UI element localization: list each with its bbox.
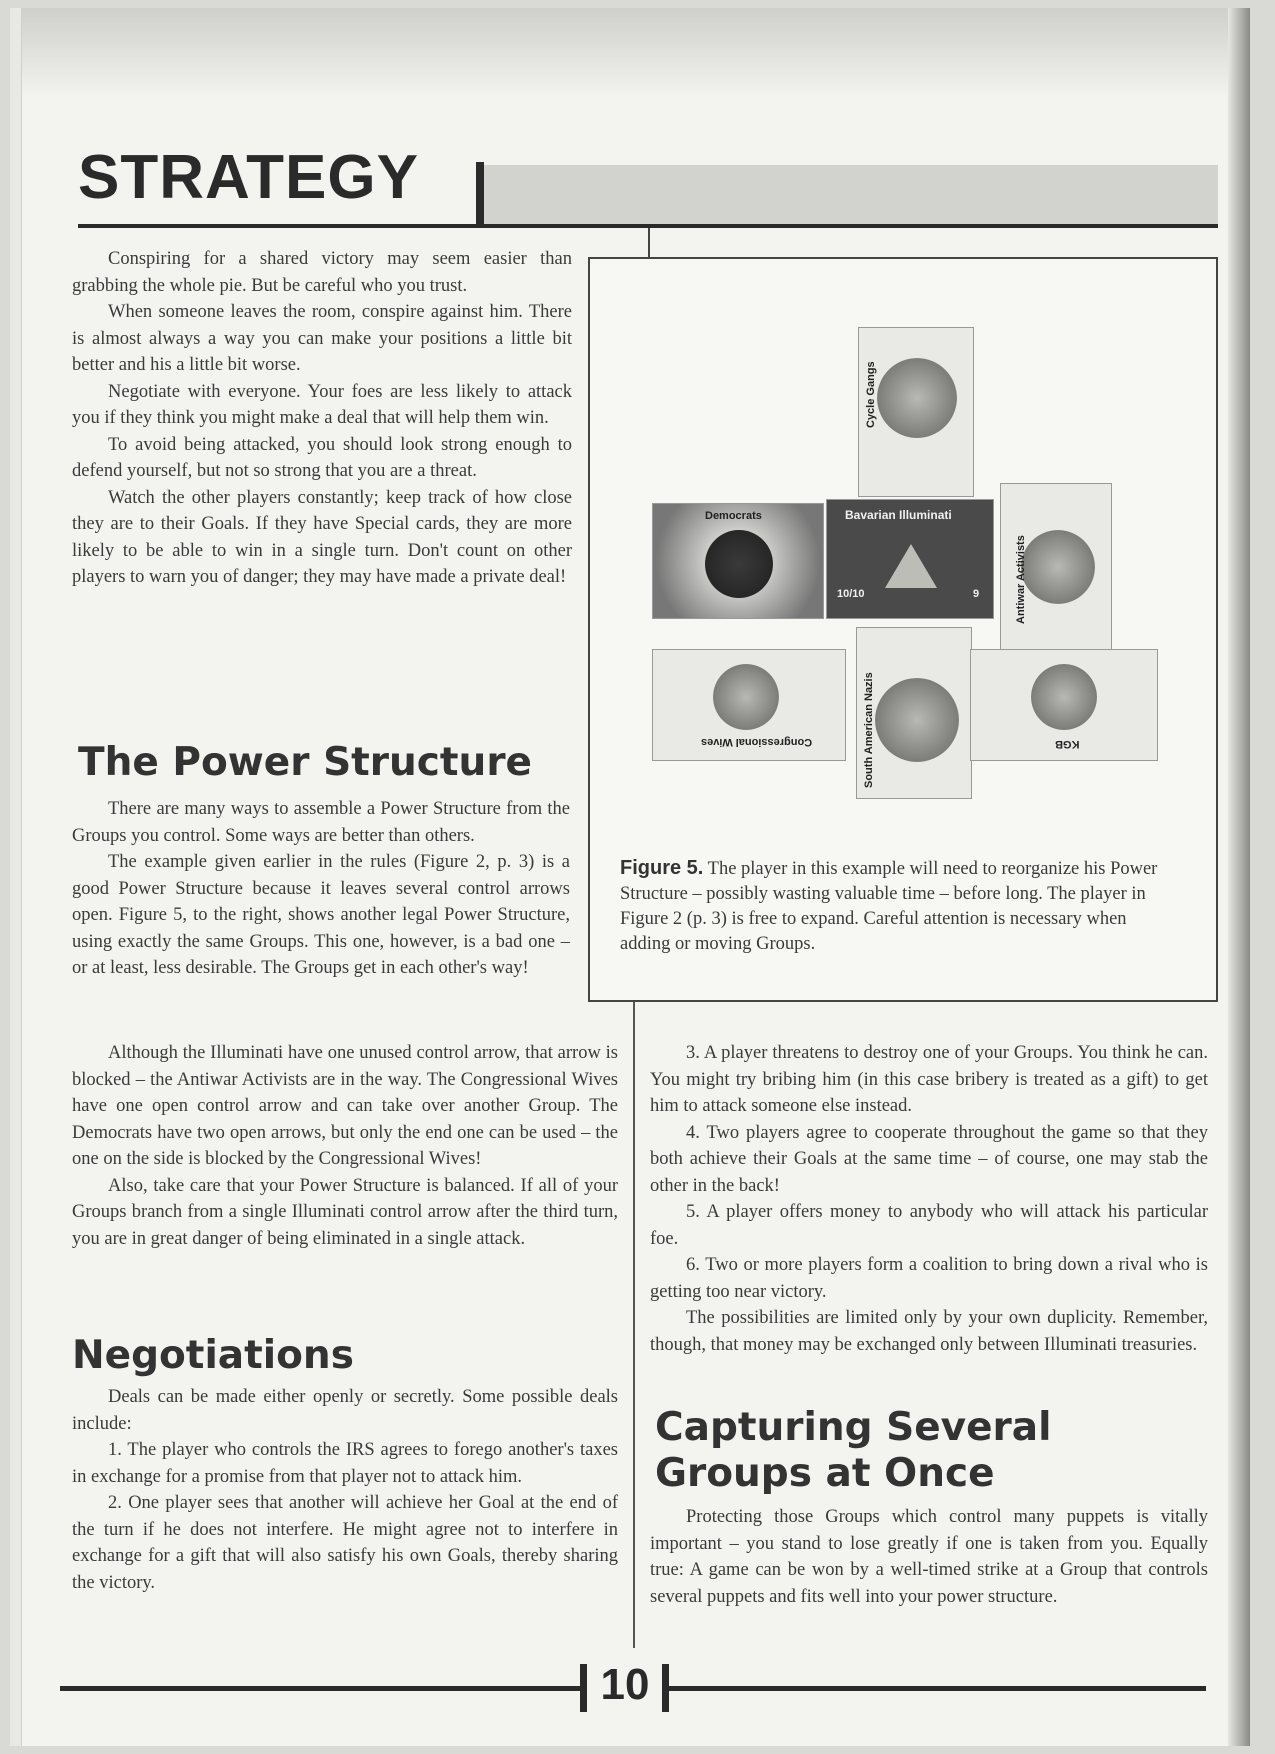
negotiations-heading: Negotiations	[72, 1333, 354, 1378]
power-structure-wide-column	[72, 1040, 618, 1252]
negotiations-paragraph: Deals can be made either openly or secretly. Some possible deals include:	[72, 1387, 618, 1434]
figure-label: Figure 5.	[620, 857, 704, 879]
scan-shadow-top	[10, 8, 1250, 98]
card-name: Cycle Gangs	[865, 361, 877, 428]
card-art	[1021, 530, 1095, 604]
title-bar	[476, 162, 484, 228]
card-kgb	[970, 649, 1158, 761]
card-democrats	[652, 503, 824, 619]
right-column	[650, 1040, 1208, 1358]
negotiations-column	[72, 1384, 618, 1596]
intro-paragraph: Negotiate with everyone. Your foes are less likely to attack you if they think you might make a deal that will help them win.	[72, 381, 572, 428]
intro-paragraph: Conspiring for a shared victory may seem easier than grabbing the whole pie. But be careful who you trust.	[72, 249, 572, 296]
page-edge-left	[10, 8, 22, 1746]
power-structure-paragraph: There are many ways to assemble a Power Structure from the Groups you control. Some ways are better than others.	[72, 799, 570, 846]
title-band	[480, 165, 1218, 225]
capturing-heading: Capturing Several Groups at Once	[655, 1405, 1052, 1496]
card-art	[1031, 664, 1097, 730]
footer-rule-left	[60, 1686, 580, 1691]
column-divider	[633, 1002, 635, 1648]
footer-bar-left	[580, 1664, 587, 1712]
intro-paragraph: When someone leaves the room, conspire against him. There is almost always a way you can make your positions a little bit better and his a little bit worse.	[72, 302, 572, 375]
power-structure-paragraph: Although the Illuminati have one unused control arrow, that arrow is blocked – the Antiwar Activists are in the way. The Congressional Wives have one open control arrow and can take over another Group. The Democrats have two open arrows, but only the end one can be used – the one on the side is blocked by the Congressional Wives!	[72, 1043, 618, 1169]
card-name: Democrats	[705, 510, 762, 522]
capturing-column	[650, 1504, 1208, 1610]
card-name: KGB	[1055, 738, 1080, 750]
card-income: 9	[973, 588, 980, 600]
negotiations-paragraph: 2. One player sees that another will achieve her Goal at the end of the turn if he does not interfere. He might agree not to interfere in exchange for a gift that will also satisfy his own Goals, thereby sharing the victory.	[72, 1493, 618, 1593]
capturing-paragraph: Protecting those Groups which control many puppets is vitally important – you stand to lose greatly if one is taken from you. Equally true: A game can be won by a well-timed strike at a Group that controls several puppets and fits well into your power structure.	[650, 1507, 1208, 1607]
card-art	[875, 678, 959, 762]
deal-paragraph: 3. A player threatens to destroy one of your Groups. You think he can. You might try bribing him (in this case bribery is treated as a gift) to get him to attack someone else instead.	[650, 1043, 1208, 1116]
page-number: 10	[600, 1660, 650, 1709]
card-name: Antiwar Activists	[1015, 535, 1027, 624]
figure-caption-text: The player in this example will need to reorganize his Power Structure – possibly wasting valuable time – before long. The player in Figure 2 (p. 3) is free to expand. Careful attention is necessary when adding or moving Groups.	[620, 859, 1158, 954]
power-structure-heading: The Power Structure	[78, 740, 533, 785]
deal-paragraph: 6. Two or more players form a coalition to bring down a rival who is getting too near victory.	[650, 1255, 1208, 1302]
card-art	[877, 358, 957, 438]
page-edge-right	[1228, 8, 1250, 1746]
power-structure-column	[72, 796, 570, 982]
card-name: Congressional Wives	[701, 736, 813, 748]
page-title: STRATEGY	[78, 143, 419, 212]
card-name: South American Nazis	[863, 672, 875, 788]
card-antiwar-activists	[1000, 483, 1112, 651]
card-cycle-gangs	[858, 327, 974, 497]
deal-paragraph: 4. Two players agree to cooperate throughout the game so that they both achieve their Goals at the same time – of course, one may stab the other in the back!	[650, 1122, 1208, 1196]
pyramid-icon	[885, 544, 937, 588]
negotiations-paragraph: 1. The player who controls the IRS agrees to forego another's taxes in exchange for a promise from that player not to attack him.	[72, 1440, 618, 1487]
intro-paragraph: To avoid being attacked, you should look strong enough to defend yourself, but not so strong that you are a threat.	[72, 434, 572, 481]
card-power: 10/10	[837, 588, 865, 600]
deal-paragraph: 5. A player offers money to anybody who will attack his particular foe.	[650, 1202, 1208, 1249]
deal-paragraph: The possibilities are limited only by your own duplicity. Remember, though, that money may be exchanged only between Illuminati treasuries.	[650, 1308, 1208, 1355]
intro-paragraph: Watch the other players constantly; keep track of how close they are to their Goals. If they have Special cards, they are more likely to be able to win in a single turn. Don't count on other players to warn you of danger; they may have made a private deal!	[72, 487, 572, 587]
power-structure-paragraph: The example given earlier in the rules (Figure 2, p. 3) is a good Power Structure because it leaves several control arrows open. Figure 5, to the right, shows another legal Power Structure, using exactly the same Groups. This one, however, is a bad one – or at least, less desirable. The Groups get in each other's way!	[72, 852, 570, 978]
footer-rule-right	[668, 1686, 1206, 1691]
card-bavarian-illuminati	[826, 499, 994, 619]
card-name: Bavarian Illuminati	[845, 508, 952, 522]
intro-column	[72, 246, 572, 591]
power-structure-paragraph: Also, take care that your Power Structure is balanced. If all of your Groups branch from a single Illuminati control arrow after the third turn, you are in great danger of being eliminated in a single attack.	[72, 1175, 618, 1249]
card-congressional-wives	[652, 649, 846, 761]
donkey-art	[705, 530, 773, 598]
figure-caption	[620, 856, 1180, 957]
figure-connector	[648, 228, 650, 258]
card-south-american-nazis	[856, 627, 972, 799]
card-art	[713, 664, 779, 730]
